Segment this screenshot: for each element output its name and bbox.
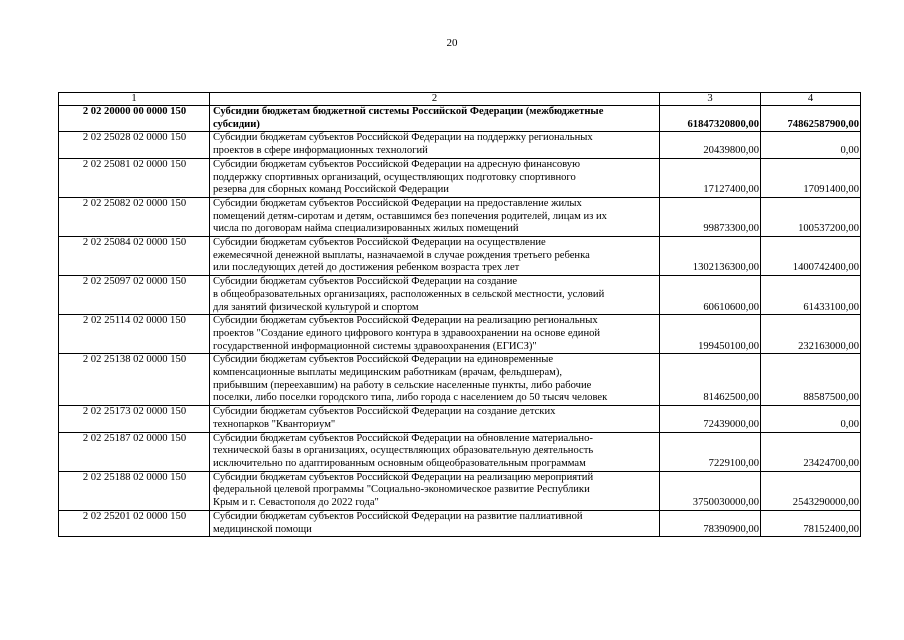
table-row bbox=[59, 132, 861, 158]
table-row bbox=[59, 237, 861, 276]
table-row bbox=[59, 432, 861, 471]
amount-col-4: 23424700,00 bbox=[761, 432, 861, 471]
amount-col-3: 61847320800,00 bbox=[660, 106, 761, 132]
amount-col-3: 199450100,00 bbox=[660, 315, 761, 354]
description-line: федеральной целевой программы "Социально-экономическое развитие Республики bbox=[213, 484, 590, 496]
column-header: 1 bbox=[59, 93, 210, 106]
description-line: Субсидии бюджетам субъектов Российской Федерации на обновление материально- bbox=[213, 432, 593, 444]
description bbox=[210, 471, 660, 510]
description-line: Субсидии бюджетам субъектов Российской Федерации на реализацию мероприятий bbox=[213, 471, 594, 483]
description-line: Субсидии бюджетам субъектов Российской Федерации на единовременные bbox=[213, 354, 554, 366]
description-line: помещений детям-сиротам и детям, оставшимся без попечения родителей, лицам из их bbox=[213, 210, 607, 222]
description-line: резерва для сборных команд Российской Федерации bbox=[213, 184, 449, 196]
amount-col-3: 20439800,00 bbox=[660, 132, 761, 158]
budget-code: 2 02 20000 00 0000 150 bbox=[59, 106, 210, 132]
description bbox=[210, 510, 660, 536]
description-line: Субсидии бюджетам бюджетной системы Российской Федерации (межбюджетные bbox=[213, 106, 604, 117]
description-line: Субсидии бюджетам субъектов Российской Федерации на развитие паллиативной bbox=[213, 510, 583, 522]
amount-col-4: 78152400,00 bbox=[761, 510, 861, 536]
column-header: 3 bbox=[660, 93, 761, 106]
description-line: проектов в сфере информационных технологий bbox=[213, 145, 428, 157]
amount-col-4: 88587500,00 bbox=[761, 354, 861, 406]
description-line: Субсидии бюджетам субъектов Российской Федерации на осуществление bbox=[213, 237, 546, 249]
table-row bbox=[59, 276, 861, 315]
amount-col-4: 0,00 bbox=[761, 406, 861, 432]
description-line: в общеобразовательных организациях, расположенных в сельской местности, условий bbox=[213, 288, 605, 300]
table-row bbox=[59, 106, 861, 132]
table-row bbox=[59, 158, 861, 197]
amount-col-4: 17091400,00 bbox=[761, 158, 861, 197]
budget-code: 2 02 25028 02 0000 150 bbox=[59, 132, 210, 158]
amount-col-3: 81462500,00 bbox=[660, 354, 761, 406]
description bbox=[210, 158, 660, 197]
amount-col-4: 0,00 bbox=[761, 132, 861, 158]
budget-code: 2 02 25173 02 0000 150 bbox=[59, 406, 210, 432]
description bbox=[210, 354, 660, 406]
budget-code: 2 02 25082 02 0000 150 bbox=[59, 197, 210, 236]
description-line: поселки, либо поселки городского типа, либо города с населением до 50 тысяч человек bbox=[213, 392, 608, 404]
description bbox=[210, 315, 660, 354]
amount-col-3: 1302136300,00 bbox=[660, 237, 761, 276]
description-line: Субсидии бюджетам субъектов Российской Федерации на создание bbox=[213, 276, 518, 288]
table-row bbox=[59, 471, 861, 510]
description-line: проектов "Создание единого цифрового контура в здравоохранении на основе единой bbox=[213, 327, 601, 339]
amount-col-3: 3750030000,00 bbox=[660, 471, 761, 510]
budget-code: 2 02 25097 02 0000 150 bbox=[59, 276, 210, 315]
budget-code: 2 02 25084 02 0000 150 bbox=[59, 237, 210, 276]
description-line: для занятий физической культурой и спортом bbox=[213, 301, 419, 313]
amount-col-4: 2543290000,00 bbox=[761, 471, 861, 510]
table-row bbox=[59, 315, 861, 354]
amount-col-3: 78390900,00 bbox=[660, 510, 761, 536]
table-row bbox=[59, 197, 861, 236]
amount-col-3: 17127400,00 bbox=[660, 158, 761, 197]
budget-code: 2 02 25114 02 0000 150 bbox=[59, 315, 210, 354]
amount-col-3: 72439000,00 bbox=[660, 406, 761, 432]
budget-code: 2 02 25188 02 0000 150 bbox=[59, 471, 210, 510]
description-line: субсидии) bbox=[213, 118, 260, 130]
table-row bbox=[59, 510, 861, 536]
description-line: Субсидии бюджетам субъектов Российской Федерации на адресную финансовую bbox=[213, 158, 580, 170]
description bbox=[210, 132, 660, 158]
description-line: Субсидии бюджетам субъектов Российской Федерации на создание детских bbox=[213, 406, 556, 418]
description-line: медицинской помощи bbox=[213, 523, 312, 535]
description bbox=[210, 106, 660, 132]
description-line: Крым и г. Севастополя до 2022 года" bbox=[213, 497, 379, 509]
description bbox=[210, 197, 660, 236]
amount-col-4: 61433100,00 bbox=[761, 276, 861, 315]
description-line: поддержку спортивных организаций, осуществляющих подготовку спортивного bbox=[213, 171, 576, 183]
description-line: ежемесячной денежной выплаты, назначаемой в случае рождения третьего ребенка bbox=[213, 249, 590, 261]
amount-col-3: 60610600,00 bbox=[660, 276, 761, 315]
amount-col-4: 232163000,00 bbox=[761, 315, 861, 354]
page-number: 20 bbox=[446, 37, 458, 49]
description-line: Субсидии бюджетам субъектов Российской Федерации на поддержку региональных bbox=[213, 132, 593, 144]
table-row bbox=[59, 406, 861, 432]
budget-code: 2 02 25081 02 0000 150 bbox=[59, 158, 210, 197]
description-line: государственной информационной системы здравоохранения (ЕГИСЗ)" bbox=[213, 340, 537, 352]
table-row bbox=[59, 354, 861, 406]
description-line: исключительно по адаптированным основным общеобразовательным программам bbox=[213, 457, 586, 469]
description bbox=[210, 406, 660, 432]
description-line: числа по договорам найма специализированных жилых помещений bbox=[213, 223, 519, 235]
table-header-row bbox=[59, 93, 861, 106]
description bbox=[210, 237, 660, 276]
description-line: Субсидии бюджетам субъектов Российской Федерации на предоставление жилых bbox=[213, 197, 582, 209]
description bbox=[210, 276, 660, 315]
amount-col-4: 100537200,00 bbox=[761, 197, 861, 236]
budget-code: 2 02 25201 02 0000 150 bbox=[59, 510, 210, 536]
budget-code: 2 02 25187 02 0000 150 bbox=[59, 432, 210, 471]
amount-col-3: 99873300,00 bbox=[660, 197, 761, 236]
description bbox=[210, 432, 660, 471]
description-line: или последующих детей до достижения ребенком возраста трех лет bbox=[213, 262, 520, 274]
amount-col-3: 7229100,00 bbox=[660, 432, 761, 471]
column-header: 2 bbox=[210, 93, 660, 106]
description-line: прибывшим (переехавшим) на работу в сельские населенные пункты, либо рабочие bbox=[213, 379, 592, 391]
budget-table bbox=[58, 92, 861, 537]
amount-col-4: 1400742400,00 bbox=[761, 237, 861, 276]
description-line: технической базы в организациях, осуществляющих образовательную деятельность bbox=[213, 445, 594, 457]
amount-col-4: 74862587900,00 bbox=[761, 106, 861, 132]
description-line: Субсидии бюджетам субъектов Российской Федерации на реализацию региональных bbox=[213, 315, 598, 327]
description-line: технопарков "Кванториум" bbox=[213, 418, 336, 430]
column-header: 4 bbox=[761, 93, 861, 106]
description-line: компенсационные выплаты медицинским работникам (врачам, фельдшерам), bbox=[213, 367, 563, 379]
budget-code: 2 02 25138 02 0000 150 bbox=[59, 354, 210, 406]
